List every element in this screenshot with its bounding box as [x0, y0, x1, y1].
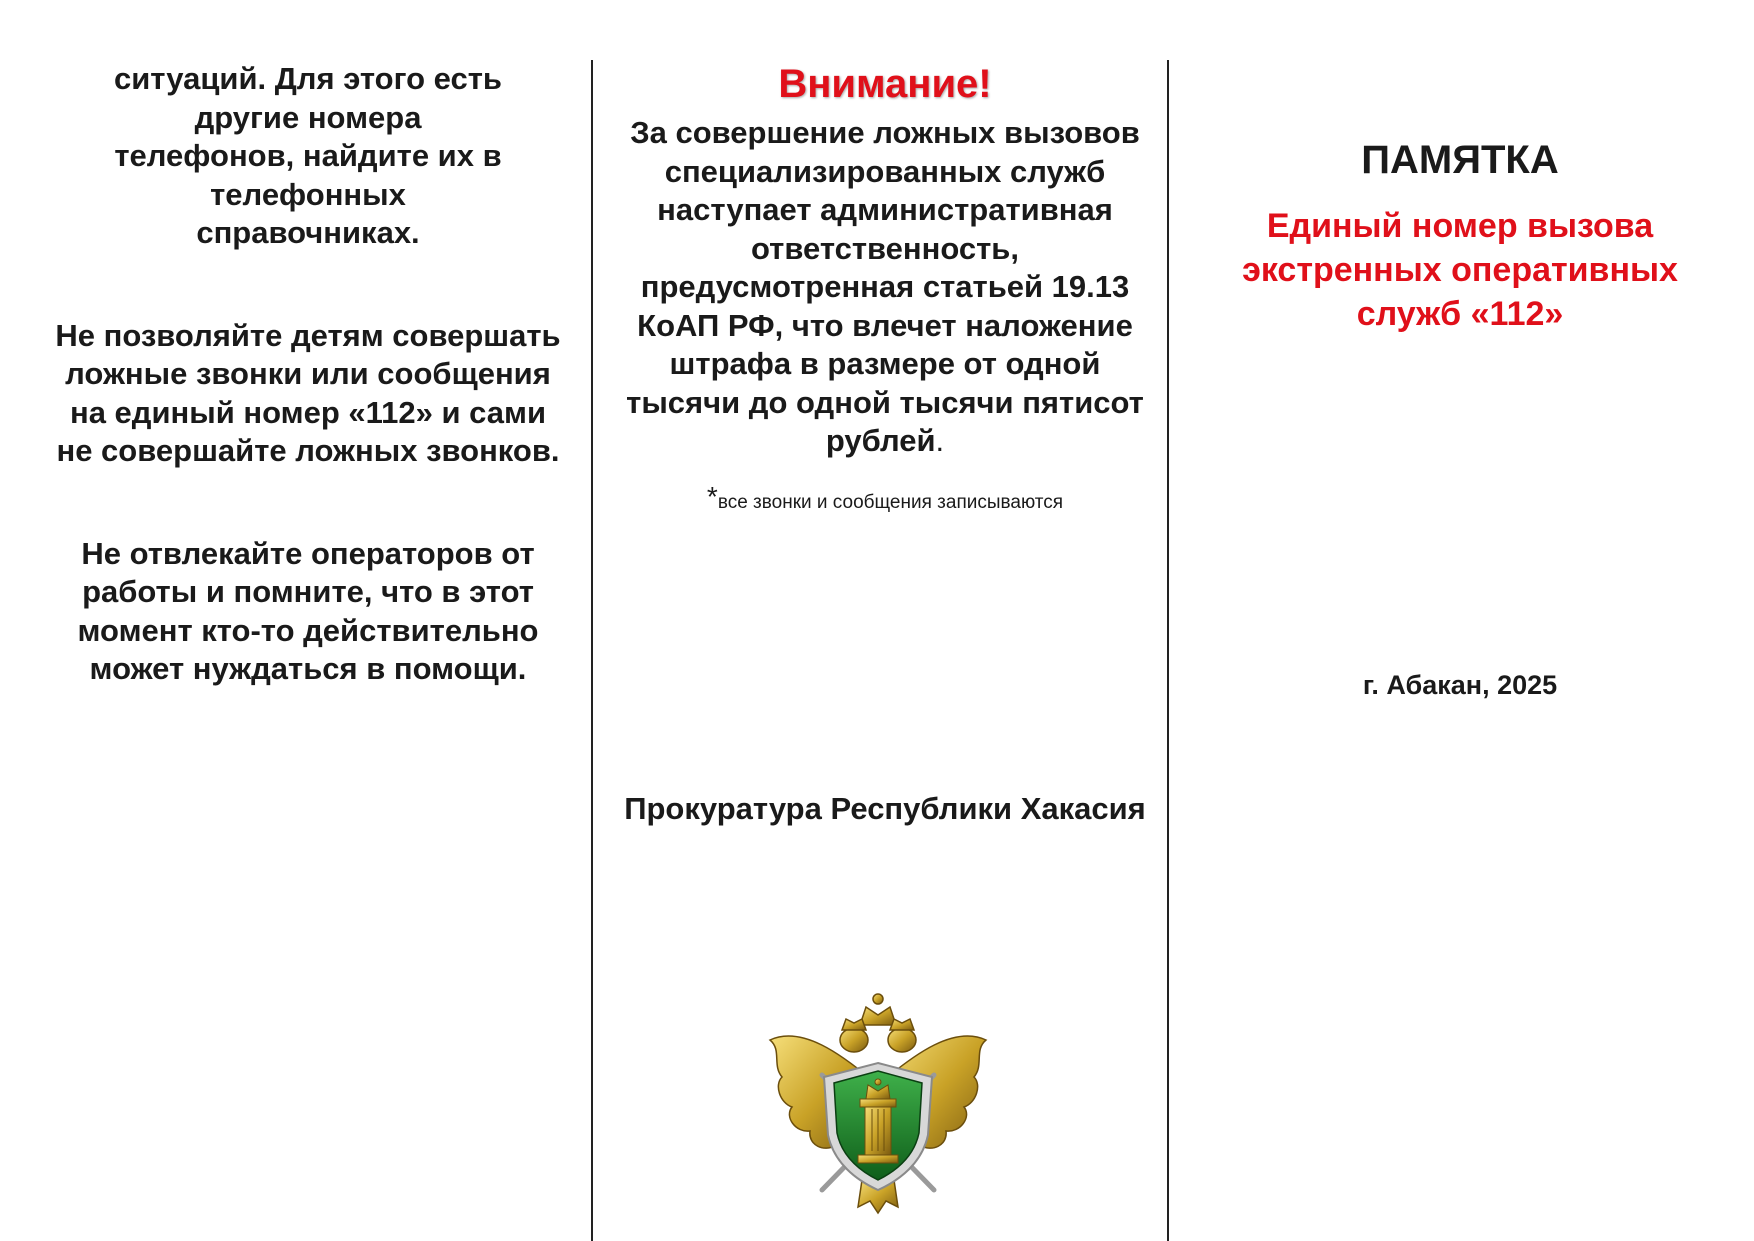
right-panel — [1190, 136, 1730, 336]
left-paragraph-1: ситуаций. Для этого есть другие номера телефонов, найдите их в телефонных справочниках. — [114, 61, 502, 250]
warning-body: За совершение ложных вызовов специализированных служб наступает административная ответственность, предусмотренная статьей 19.13 КоАП РФ, что влечет наложение штрафа в размере от одной тысячи до одной тысячи пятисот рублей — [626, 115, 1144, 458]
leaflet-subtitle: Единый номер вызова экстренных оперативных служб «112» — [1242, 207, 1678, 333]
prosecutor-office-emblem-icon — [762, 985, 994, 1217]
left-paragraph-3: Не отвлекайте операторов от работы и помните, что в этот момент кто-то действительно может нуждаться в помощи. — [77, 535, 539, 686]
note-asterisk: * — [706, 480, 718, 512]
organization-name: Прокуратура Республики Хакасия — [624, 791, 1146, 826]
city-year: г. Абакан, 2025 — [1362, 670, 1558, 700]
divider-left — [591, 60, 593, 1241]
warning-period: . — [935, 423, 945, 458]
left-paragraph-2: Не позволяйте детям совершать ложные звонки или сообщения на единый номер «112» и сами не совершайте ложных звонков. — [55, 317, 561, 468]
leaflet-title: ПАМЯТКА — [1361, 138, 1559, 182]
middle-panel — [600, 60, 1170, 514]
note-text: все звонки и сообщения записываются — [717, 491, 1064, 513]
attention-heading: Внимание! — [778, 62, 992, 106]
recording-note — [600, 481, 1170, 514]
left-panel — [52, 60, 564, 689]
warning-text — [600, 114, 1170, 461]
